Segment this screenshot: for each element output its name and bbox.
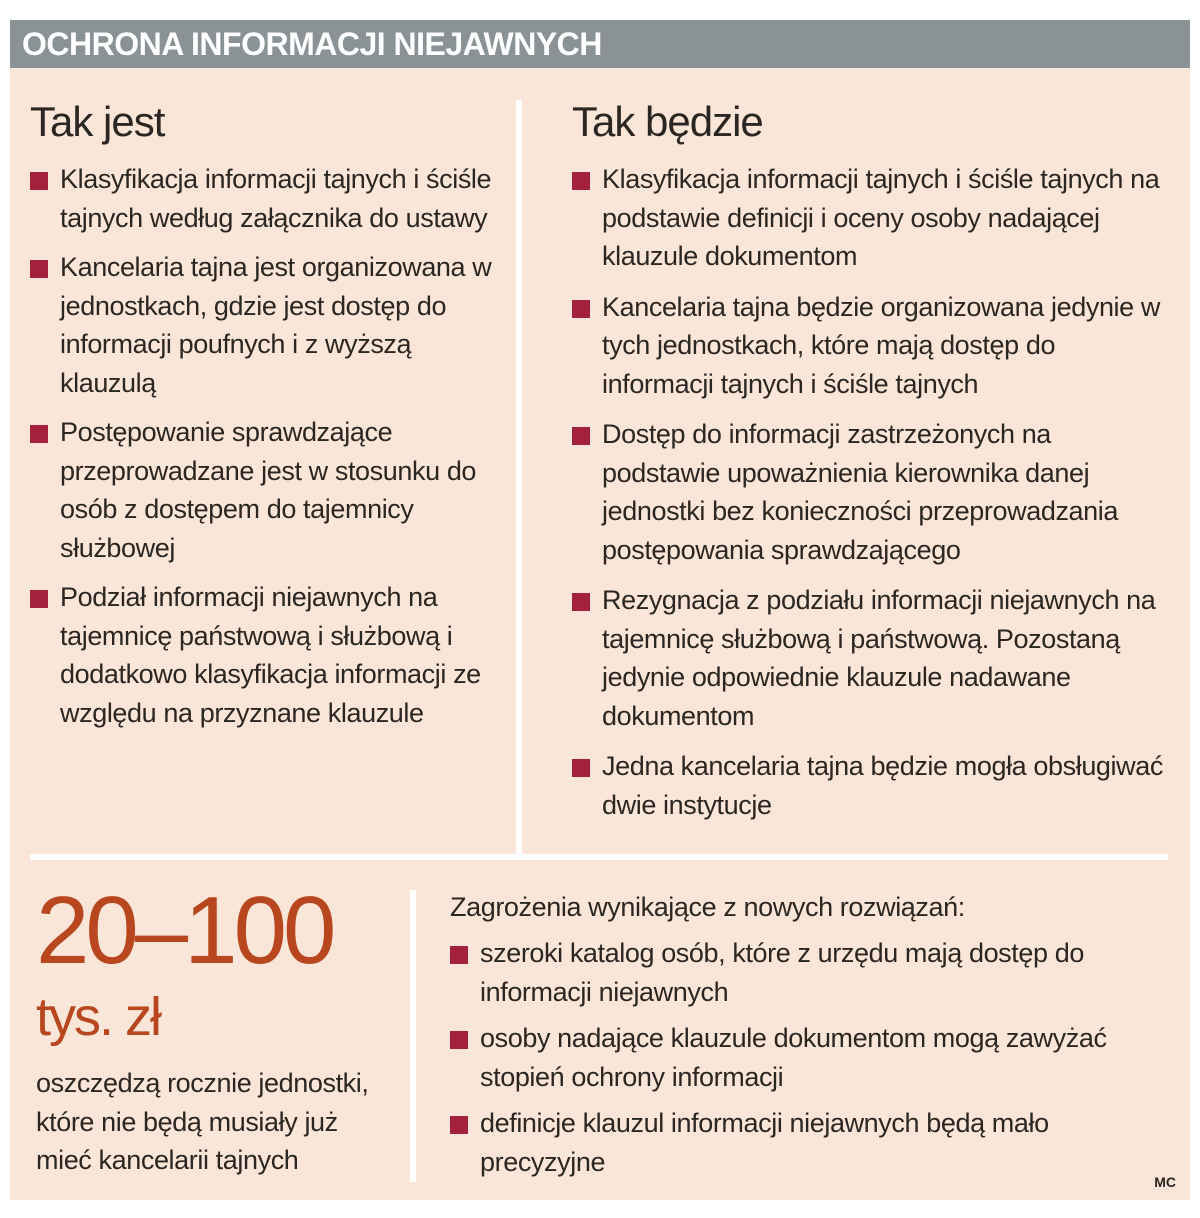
list-item: Dostęp do informacji zastrzeżonych na podstawie upoważnienia kierownika danej jednostki bez konieczności przeprowadzania postępowania sprawdzającego xyxy=(572,415,1172,569)
bullet-square-icon xyxy=(572,593,590,611)
column-divider xyxy=(516,100,522,858)
bullet-square-icon xyxy=(572,300,590,318)
section-divider xyxy=(30,854,1168,860)
bullet-square-icon xyxy=(572,172,590,190)
list-item: Rezygnacja z podziału informacji niejawnych na tajemnicę służbową i państwową. Pozostaną jedynie odpowiednie klauzule nadawane dokumentom xyxy=(572,581,1172,735)
bullet-square-icon xyxy=(30,172,48,190)
bullet-square-icon xyxy=(572,759,590,777)
bottom-column-divider xyxy=(410,890,416,1182)
page-title: OCHRONA INFORMACJI NIEJAWNYCH xyxy=(22,26,602,62)
savings-description: oszczędzą rocznie jednostki, które nie będą musiały już mieć kancelarii tajnych xyxy=(36,1068,369,1175)
list-item: Klasyfikacja informacji tajnych i ściśle tajnych według załącznika do ustawy xyxy=(30,160,500,237)
list-item: Postępowanie sprawdzające przeprowadzane jest w stosunku do osób z dostępem do tajemnicy służbowej xyxy=(30,413,500,567)
list-item: Kancelaria tajna będzie organizowana jedynie w tych jednostkach, które mają dostęp do informacji tajnych i ściśle tajnych xyxy=(572,288,1172,404)
bullet-square-icon xyxy=(450,1116,468,1134)
list-item: Klasyfikacja informacji tajnych i ściśle tajnych na podstawie definicji i oceny osoby nadającej klauzule dokumentom xyxy=(572,160,1172,276)
threats-list xyxy=(450,934,1170,1189)
list-item: Kancelaria tajna jest organizowana w jednostkach, gdzie jest dostęp do informacji poufnych i z wyższą klauzulą xyxy=(30,248,500,402)
list-item: Podział informacji niejawnych na tajemnicę państwową i służbową i dodatkowo klasyfikacja informacji ze względu na przyznane klauzule xyxy=(30,578,500,732)
list-item: szeroki katalog osób, które z urzędu mają dostęp do informacji niejawnych xyxy=(450,934,1170,1011)
author-credit: MC xyxy=(1154,1174,1176,1190)
bullet-square-icon xyxy=(572,427,590,445)
list-item: osoby nadające klauzule dokumentom mogą zawyżać stopień ochrony informacji xyxy=(450,1019,1170,1096)
bullet-square-icon xyxy=(450,1031,468,1049)
right-column-heading: Tak będzie xyxy=(572,98,763,145)
content-panel xyxy=(10,68,1190,1200)
list-item: definicje klauzul informacji niejawnych będą mało precyzyjne xyxy=(450,1104,1170,1181)
savings-amount: 20–100 xyxy=(36,877,333,984)
bullet-square-icon xyxy=(30,590,48,608)
threats-heading: Zagrożenia wynikające z nowych rozwiązań: xyxy=(450,892,965,922)
right-column-list xyxy=(572,160,1172,836)
left-column-list xyxy=(30,160,500,743)
list-item: Jedna kancelaria tajna będzie mogła obsługiwać dwie instytucje xyxy=(572,747,1172,824)
bullet-square-icon xyxy=(450,946,468,964)
savings-unit: tys. zł xyxy=(36,987,161,1047)
bullet-square-icon xyxy=(30,260,48,278)
left-column-heading: Tak jest xyxy=(30,98,165,145)
bullet-square-icon xyxy=(30,425,48,443)
header-bar xyxy=(10,20,1190,68)
